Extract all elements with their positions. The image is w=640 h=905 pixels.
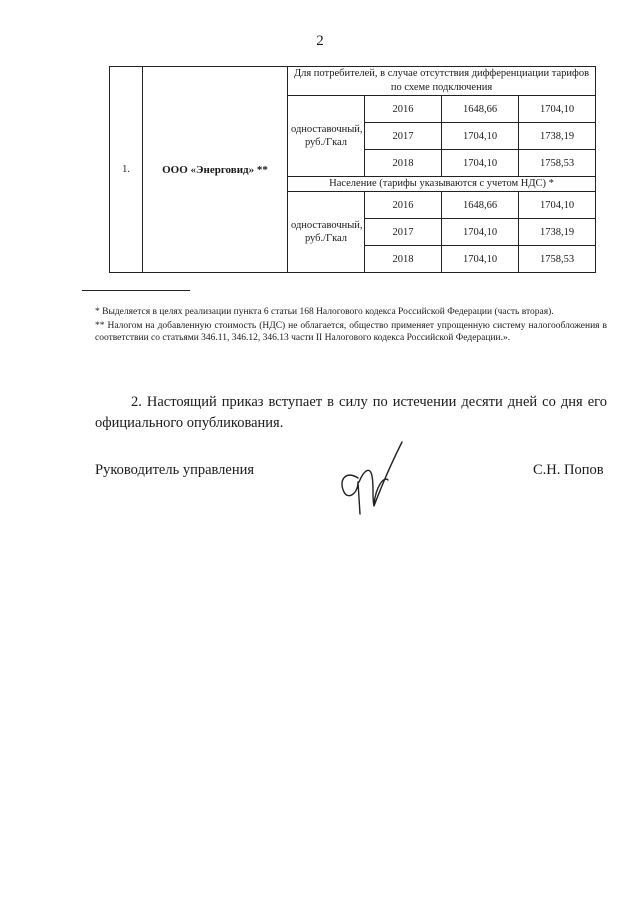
- value-cell: 1704,10: [442, 246, 519, 273]
- row-number-cell: 1.: [110, 67, 143, 273]
- footnotes: [95, 306, 607, 346]
- signer-name: С.Н. Попов: [533, 462, 604, 478]
- footnote-divider: [82, 290, 190, 291]
- year-cell: 2017: [365, 123, 442, 150]
- year-cell: 2016: [365, 192, 442, 219]
- tariff-type-cell: одноставочный, руб./Гкал: [288, 96, 365, 177]
- value-cell: 1704,10: [519, 192, 596, 219]
- value-cell: 1704,10: [442, 219, 519, 246]
- table-row: [110, 67, 596, 96]
- year-cell: 2018: [365, 246, 442, 273]
- value-cell: 1758,53: [519, 246, 596, 273]
- order-effective-paragraph: 2. Настоящий приказ вступает в силу по истечении десяти дней со дня его официального опубликования.: [95, 394, 607, 431]
- year-cell: 2017: [365, 219, 442, 246]
- value-cell: 1704,10: [519, 96, 596, 123]
- group-header: Для потребителей, в случае отсутствия дифференциации тарифов по схеме подключения: [288, 67, 596, 96]
- value-cell: 1738,19: [519, 219, 596, 246]
- year-cell: 2018: [365, 150, 442, 177]
- value-cell: 1758,53: [519, 150, 596, 177]
- value-cell: 1648,66: [442, 96, 519, 123]
- organization-cell: ООО «Энерговид» **: [143, 67, 288, 273]
- group-header: Население (тарифы указываются с учетом НДС) *: [288, 177, 596, 192]
- year-cell: 2016: [365, 96, 442, 123]
- value-cell: 1738,19: [519, 123, 596, 150]
- value-cell: 1704,10: [442, 150, 519, 177]
- signer-title: Руководитель управления: [95, 462, 255, 478]
- tariff-type-cell: одноставочный, руб./Гкал: [288, 192, 365, 273]
- tariff-table: [109, 66, 596, 273]
- page-number: 2: [316, 33, 324, 49]
- footnote-no-vat: ** Налогом на добавленную стоимость (НДС) не облагается, общество применяет упрощенную систему налогообложения в соответствии со статьями 346.11, 346.12, 346.13 части II Налогового кодекса Российской Федерации.».: [95, 320, 607, 343]
- handwritten-signature: [328, 436, 408, 516]
- value-cell: 1648,66: [442, 192, 519, 219]
- value-cell: 1704,10: [442, 123, 519, 150]
- footnote-vat: * Выделяется в целях реализации пункта 6 статьи 168 Налогового кодекса Российской Федерации (часть вторая).: [95, 307, 554, 317]
